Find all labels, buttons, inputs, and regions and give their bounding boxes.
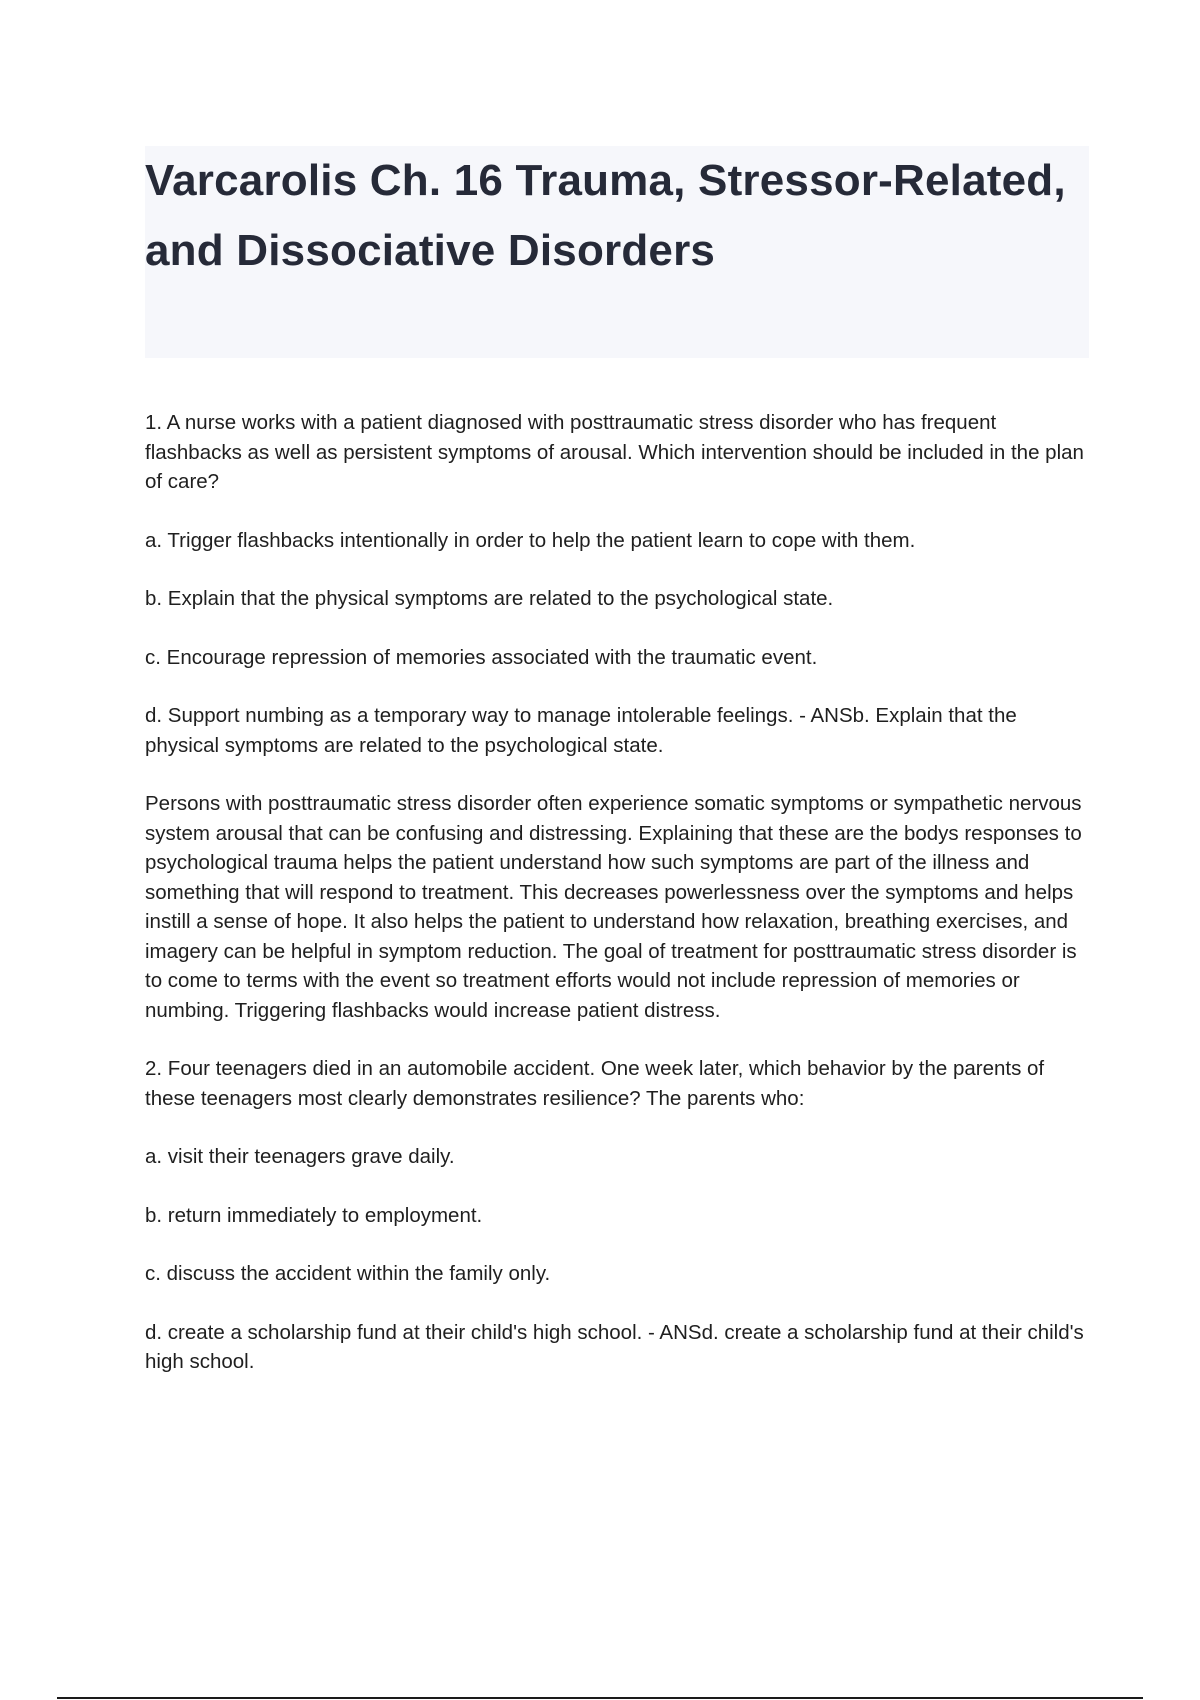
page-bottom-divider: [57, 1697, 1143, 1699]
question-2-option-d-answer: d. create a scholarship fund at their child's high school. - ANSd. create a scholarship fund at their child's high school.: [145, 1320, 1084, 1373]
question-1-option-a: a. Trigger flashbacks intentionally in order to help the patient learn to cope with them.: [145, 528, 916, 552]
question-2-option-c: c. discuss the accident within the family only.: [145, 1262, 551, 1285]
question-2-option-a: a. visit their teenagers grave daily.: [145, 1145, 455, 1168]
question-1-option-d-answer: d. Support numbing as a temporary way to manage intolerable feelings. - ANSb. Explain that the physical symptoms are related to the psychological state.: [145, 704, 1017, 757]
question-2-stem: 2. Four teenagers died in an automobile accident. One week later, which behavior by the parents of these teenagers most clearly demonstrates resilience? The parents who:: [145, 1057, 1045, 1110]
title-banner: [145, 146, 1089, 358]
question-1-option-b: b. Explain that the physical symptoms are related to the psychological state.: [145, 587, 834, 610]
question-2-option-b: b. return immediately to employment.: [145, 1203, 483, 1227]
question-1-option-c: c. Encourage repression of memories associated with the traumatic event.: [145, 645, 818, 669]
question-1-stem: 1. A nurse works with a patient diagnosed with posttraumatic stress disorder who has frequent flashbacks as well as persistent symptoms of arousal. Which intervention should be included in the plan of care?: [145, 411, 1084, 493]
document-body: [145, 408, 1085, 1406]
page-title: Varcarolis Ch. 16 Trauma, Stressor-Related, and Dissociative Disorders: [145, 156, 1066, 275]
question-1-rationale: Persons with posttraumatic stress disorder often experience somatic symptoms or sympathetic nervous system arousal that can be confusing and distressing. Explaining that these are the bodys responses to psychological trauma helps the patient understand how such symptoms are part of the illness and something that will respond to treatment. This decreases powerlessness over the symptoms and helps instill a sense of hope. It also helps the patient to understand how relaxation, breathing exercises, and imagery can be helpful in symptom reduction. The goal of treatment for posttraumatic stress disorder is to come to terms with the event so treatment efforts would not include repression of memories or numbing. Triggering flashbacks would increase patient distress.: [145, 792, 1082, 1022]
